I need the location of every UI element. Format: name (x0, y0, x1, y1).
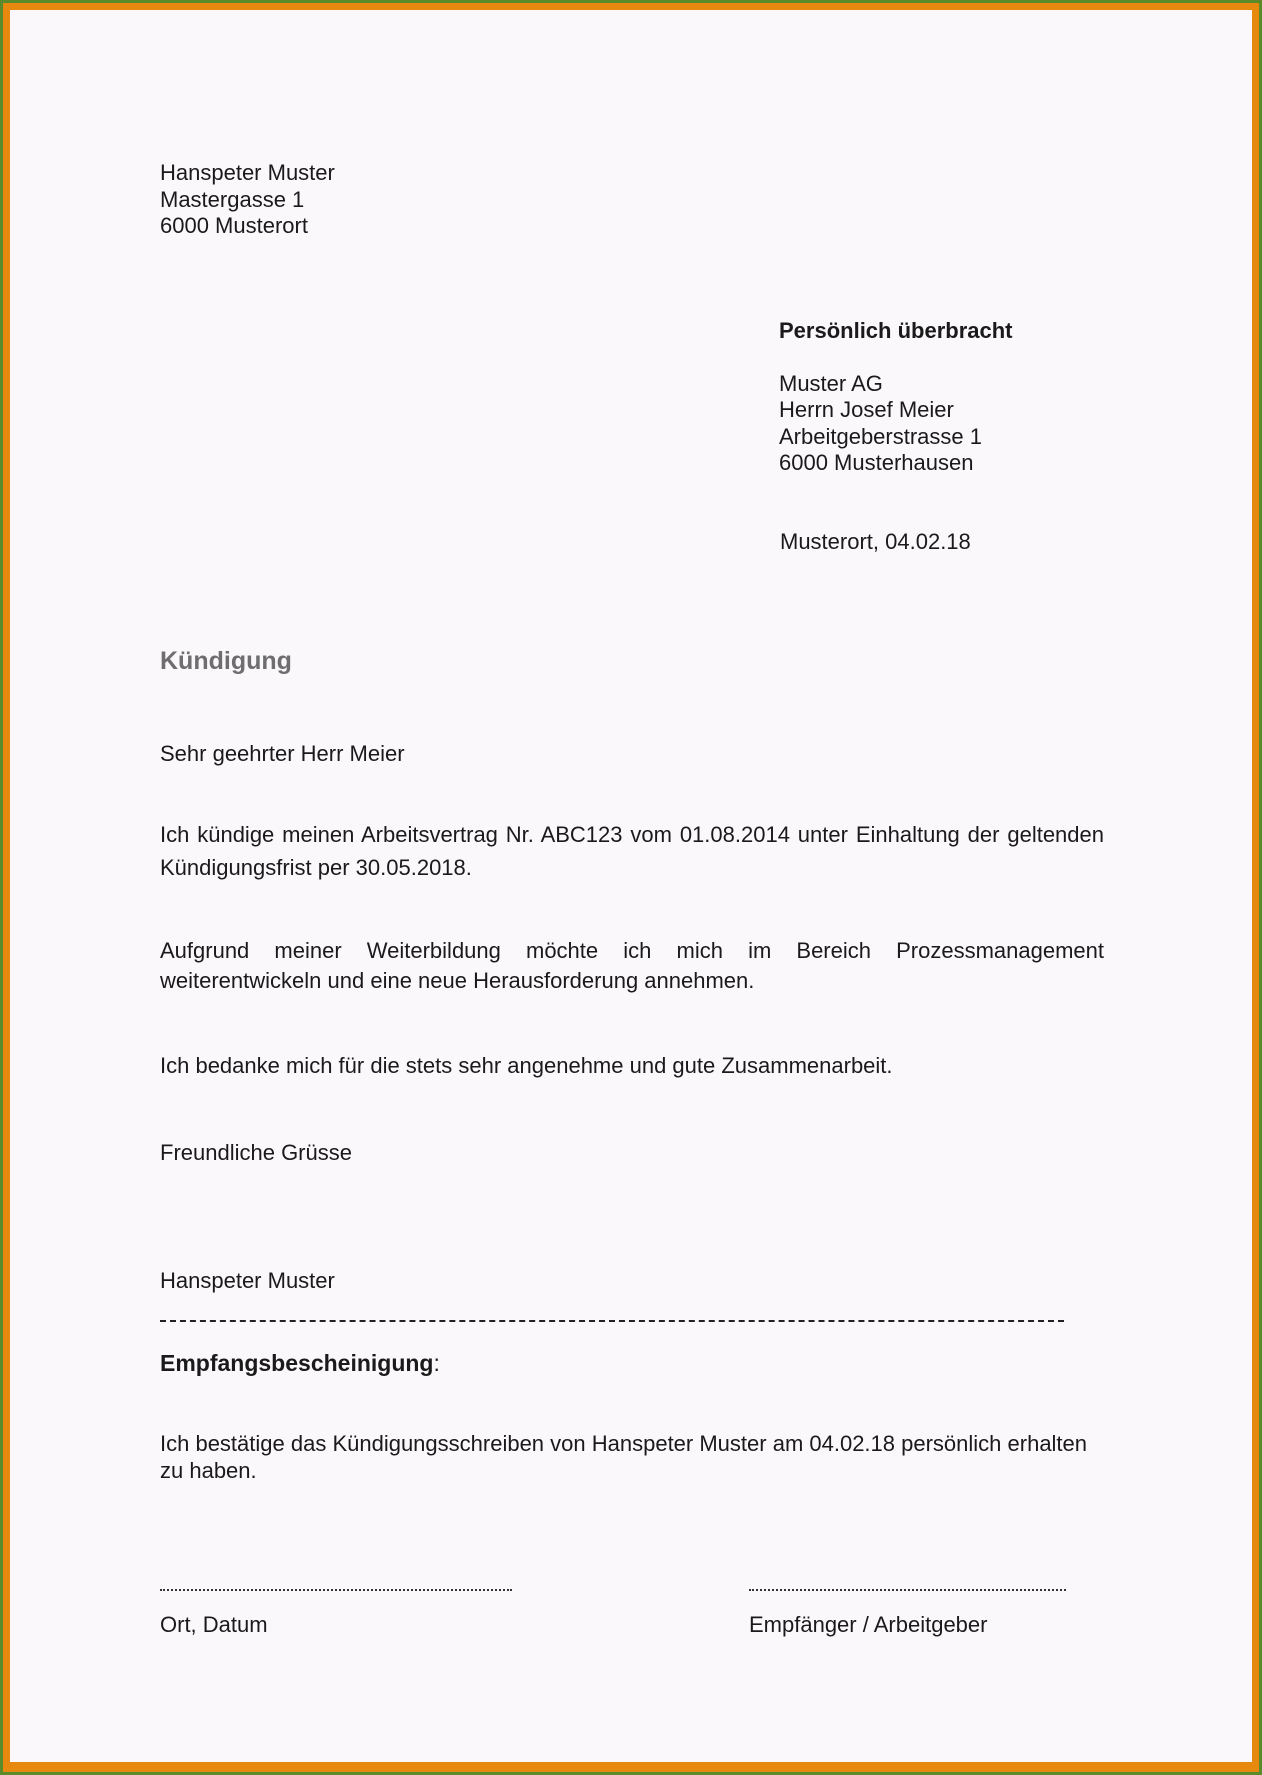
paragraph-3: Ich bedanke mich für die stets sehr angenehme und gute Zusammenarbeit. (160, 1053, 893, 1078)
closing: Freundliche Grüsse (160, 1140, 352, 1165)
recipient-signature-line (749, 1589, 1066, 1591)
signature-name: Hanspeter Muster (160, 1268, 335, 1293)
recipient-company: Muster AG (779, 371, 883, 396)
place-date: Musterort, 04.02.18 (780, 529, 971, 554)
recipient-city: 6000 Musterhausen (779, 450, 974, 475)
receipt-line-1: Ich bestätige das Kündigungsschreiben von Hanspeter Muster am 04.02.18 persönlich erhalten (160, 1431, 1088, 1456)
receipt-line-2: zu haben. (160, 1458, 257, 1483)
recipient-street: Arbeitgeberstrasse 1 (779, 424, 982, 449)
subject-title: Kündigung (160, 647, 292, 675)
sender-city: 6000 Musterort (160, 213, 308, 238)
sender-name: Hanspeter Muster (160, 160, 335, 185)
paragraph-1-line-2: Kündigungsfrist per 30.05.2018. (160, 855, 472, 880)
recipient-label: Empfänger / Arbeitgeber (749, 1612, 988, 1637)
place-date-signature-line (160, 1589, 512, 1591)
letter-page (10, 10, 1252, 1762)
receipt-heading-text: Empfangsbescheinigung (160, 1350, 434, 1376)
recipient-person: Herrn Josef Meier (779, 397, 954, 422)
paragraph-2-line-1: Aufgrund meiner Weiterbildung möchte ich mich im Bereich Prozessmanagement (160, 938, 1104, 963)
delivery-note: Persönlich überbracht (779, 318, 1013, 343)
cut-line-divider (160, 1320, 1064, 1322)
sender-street: Mastergasse 1 (160, 187, 305, 212)
receipt-heading-colon: : (433, 1350, 440, 1376)
paragraph-2-line-2: weiterentwickeln und eine neue Herausforderung annehmen. (160, 968, 755, 993)
place-date-label: Ort, Datum (160, 1612, 268, 1637)
receipt-heading (160, 1350, 440, 1377)
paragraph-1-line-1: Ich kündige meinen Arbeitsvertrag Nr. ABC123 vom 01.08.2014 unter Einhaltung der geltenden (160, 822, 1104, 847)
salutation: Sehr geehrter Herr Meier (160, 741, 405, 766)
